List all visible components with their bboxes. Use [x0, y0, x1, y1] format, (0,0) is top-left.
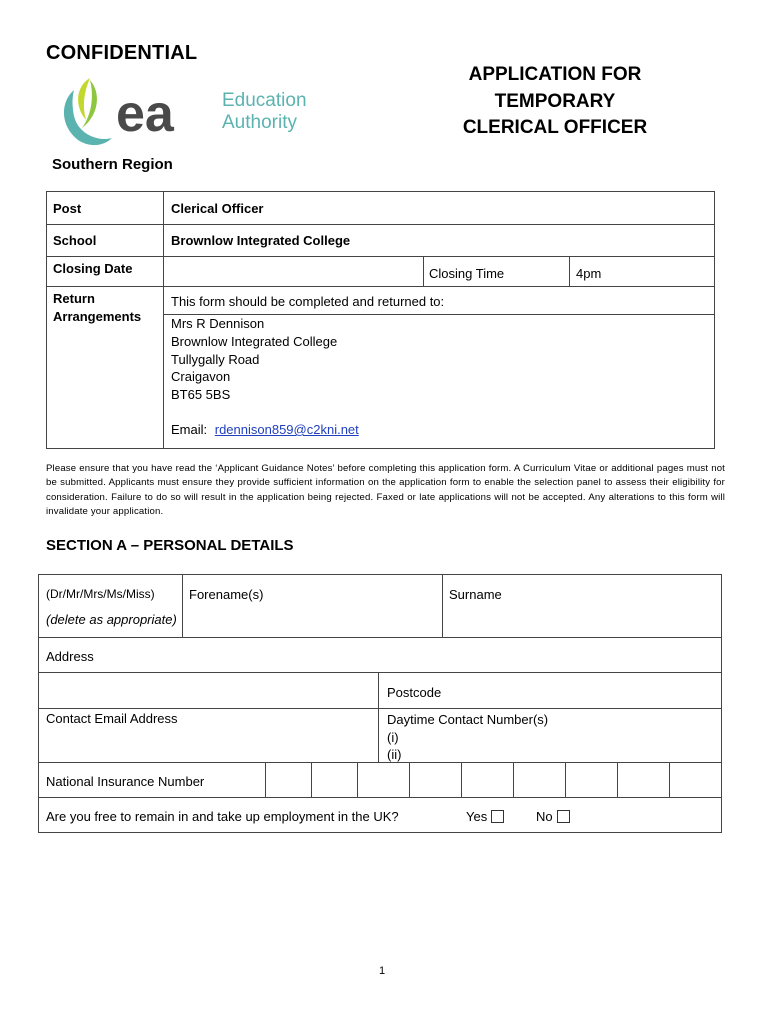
yes-option	[466, 809, 504, 824]
logo-text-authority: Authority	[222, 112, 297, 133]
address-line: BT65 5BS	[171, 387, 231, 403]
forename-label: Forename(s)	[189, 587, 264, 602]
employment-question: Are you free to remain in and take up employment in the UK?	[46, 809, 399, 824]
personal-details-table	[38, 574, 722, 833]
no-option	[536, 809, 570, 824]
email-link[interactable]: rdennison859@c2kni.net	[214, 422, 359, 437]
guidance-notes: Please ensure that you have read the ‘Applicant Guidance Notes’ before completing this application form. A Curriculum Vitae or additional pages must not be submitted. Applicants must ensure they provide sufficient information on the application form to enable the selection panel to assess their eligibility for consideration. Failure to do so will result in the application being rejected. Faxed or late applications will not be accepted. Any alterations to this form will invalidate your application.	[46, 463, 725, 518]
section-a-heading: SECTION A – PERSONAL DETAILS	[46, 537, 294, 554]
phone-numbers	[387, 711, 548, 764]
yes-label: Yes	[466, 809, 488, 824]
return-label-line-1: Return	[53, 291, 95, 306]
post-details-table	[46, 191, 715, 449]
return-arrangements-label	[53, 290, 141, 326]
address-line: Mrs R Dennison	[171, 316, 265, 331]
title-hint: (delete as appropriate)	[46, 612, 177, 627]
title-line-2: TEMPORARY	[494, 90, 616, 112]
return-label-line-2: Arrangements	[53, 309, 142, 324]
title-line-1: APPLICATION FOR	[468, 64, 642, 85]
phone-label: Daytime Contact Number(s)	[387, 712, 549, 727]
surname-label: Surname	[449, 587, 502, 602]
address-label: Address	[46, 649, 94, 664]
closing-time-label: Closing Time	[429, 266, 505, 281]
page-number: 1	[379, 965, 386, 977]
post-value: Clerical Officer	[171, 201, 264, 216]
closing-date-label: Closing Date	[53, 261, 133, 276]
return-address	[171, 315, 337, 404]
post-label: Post	[53, 201, 82, 216]
yes-checkbox[interactable]	[491, 810, 504, 823]
confidential-label: CONFIDENTIAL	[46, 42, 198, 64]
phone-ii: (ii)	[387, 747, 402, 762]
page-title	[440, 62, 670, 142]
postcode-label: Postcode	[387, 685, 442, 700]
contact-email-label: Contact Email Address	[46, 711, 178, 726]
school-value: Brownlow Integrated College	[171, 233, 351, 248]
email-label: Email:	[171, 422, 208, 437]
return-email	[171, 422, 359, 437]
address-line: Tullygally Road	[171, 351, 260, 367]
school-label: School	[53, 233, 97, 248]
svg-text:ea: ea	[116, 85, 174, 143]
ni-number-label: National Insurance Number	[46, 774, 205, 789]
address-line: Brownlow Integrated College	[171, 333, 338, 349]
no-label: No	[536, 809, 553, 824]
return-intro: This form should be completed and returned to:	[171, 294, 445, 309]
logo-text-education: Education	[222, 90, 307, 111]
region-label: Southern Region	[52, 156, 173, 173]
title-line-3: CLERICAL OFFICER	[462, 117, 648, 138]
education-authority-logo	[56, 76, 336, 148]
closing-time-value: 4pm	[576, 266, 602, 281]
phone-i: (i)	[387, 729, 399, 745]
no-checkbox[interactable]	[557, 810, 570, 823]
address-line: Craigavon	[171, 369, 231, 385]
title-label: (Dr/Mr/Mrs/Ms/Miss)	[46, 587, 155, 601]
